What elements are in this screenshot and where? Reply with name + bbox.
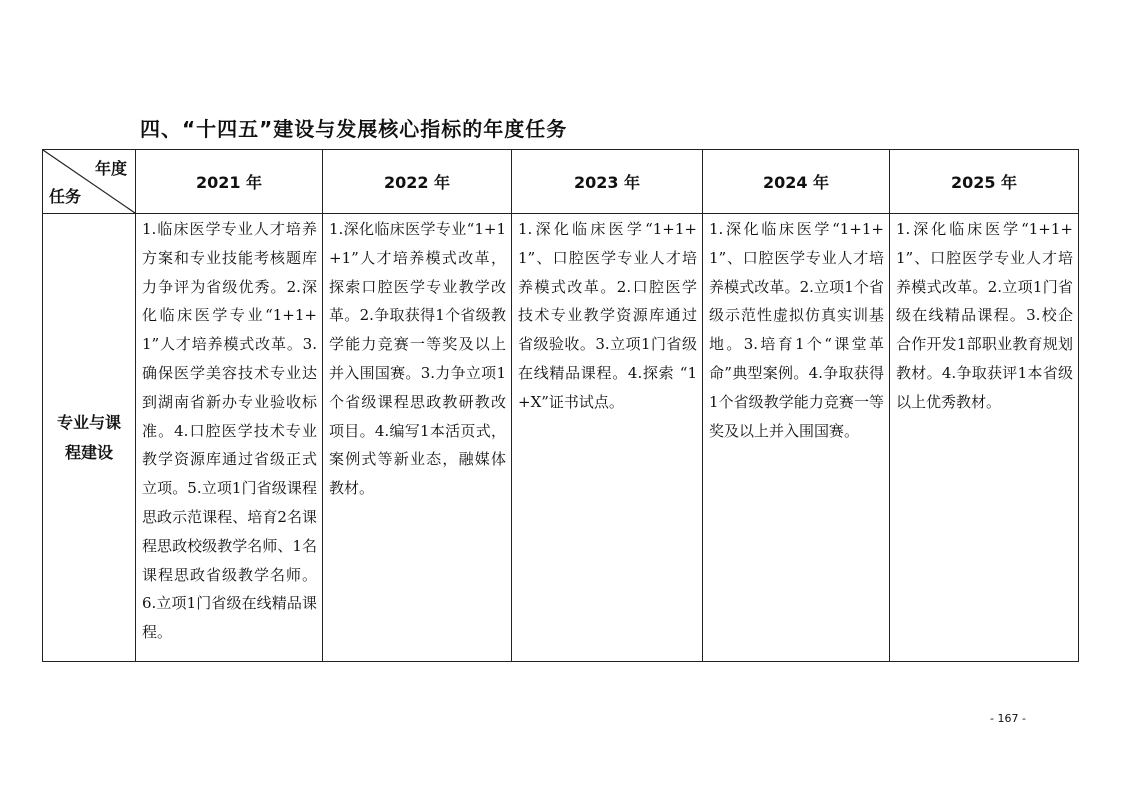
year-header-2023: 2023 年 <box>512 150 703 214</box>
task-cell-2021: 1.临床医学专业人才培养方案和专业技能考核题库力争评为省级优秀。2.深化临床医学专业“1+1+1”人才培养模式改革。3.确保医学美容技术专业达到湖南省新办专业验收标准。4.口腔医学技术专业教学资源库通过省级正式立项。5.立项1门省级课程思政示范课程、培育2名课程思政校级教学名师、1名课程思政省级教学名师。6.立项1门省级在线精品课程。 <box>136 214 323 662</box>
year-header-2025: 2025 年 <box>890 150 1079 214</box>
task-cell-2024: 1.深化临床医学“1+1+1”、口腔医学专业人才培养模式改革。2.立项1个省级示范性虚拟仿真实训基地。3.培育1个“课堂革命”典型案例。4.争取获得1个省级教学能力竞赛一等奖及以上并入围国赛。 <box>703 214 890 662</box>
year-header-2024: 2024 年 <box>703 150 890 214</box>
row-label: 专业与课程建设 <box>43 214 136 662</box>
year-header-2022: 2022 年 <box>323 150 512 214</box>
table-row <box>43 214 1079 662</box>
corner-label-task: 任务 <box>49 187 82 206</box>
corner-header-cell <box>43 150 136 214</box>
task-cell-2023: 1.深化临床医学“1+1+1”、口腔医学专业人才培养模式改革。2.口腔医学技术专业教学资源库通过省级验收。3.立项1门省级在线精品课程。4.探索 “1+X”证书试点。 <box>512 214 703 662</box>
page-number: - 167 - <box>990 712 1026 725</box>
annual-task-table <box>42 149 1079 662</box>
corner-label-year: 年度 <box>94 159 127 178</box>
task-cell-2022: 1.深化临床医学专业“1+1+1”人才培养模式改革，探索口腔医学专业教学改革。2.争取获得1个省级教学能力竞赛一等奖及以上并入围国赛。3.力争立项1个省级课程思政教研教改项目。4.编写1本活页式，案例式等新业态，融媒体教材。 <box>323 214 512 662</box>
section-heading: 四、“十四五”建设与发展核心指标的年度任务 <box>140 117 568 141</box>
task-cell-2025: 1.深化临床医学“1+1+1”、口腔医学专业人才培养模式改革。2.立项1门省级在线精品课程。3.校企合作开发1部职业教育规划教材。4.争取获评1本省级以上优秀教材。 <box>890 214 1079 662</box>
year-header-2021: 2021 年 <box>136 150 323 214</box>
table-header-row <box>43 150 1079 214</box>
